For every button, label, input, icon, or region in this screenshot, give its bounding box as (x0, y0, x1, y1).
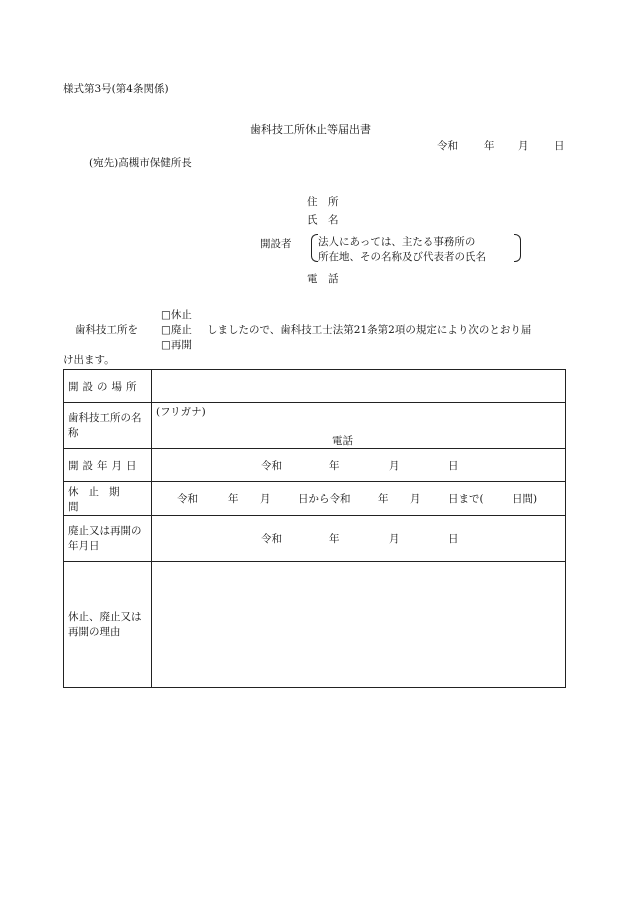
option-suspend[interactable]: □休止 (161, 309, 192, 321)
open-date-month: 月 (389, 460, 400, 472)
row-label-location: 開設の場所 (64, 370, 152, 403)
row-label-name (64, 403, 152, 449)
founder-label: 開設者 (260, 238, 292, 250)
declaration-subject: 歯科技工所を (75, 324, 138, 336)
table-row (64, 370, 566, 403)
open-date-year: 年 (329, 460, 340, 472)
declaration-continuation: け出ます。 (63, 354, 115, 366)
period-day-from: 日から令和 (298, 493, 351, 505)
document-title: 歯科技工所休止等届出書 (250, 123, 371, 136)
period-year-to: 年 (378, 493, 389, 505)
table-row (64, 403, 566, 449)
row-label-abolish-date (64, 516, 152, 562)
period-year-from: 年 (228, 493, 239, 505)
location-field[interactable] (152, 370, 566, 403)
row-label-name-text: 歯科技工所の名称 (68, 411, 142, 439)
abolish-date-field[interactable] (152, 516, 566, 562)
suspension-field[interactable] (152, 482, 566, 516)
date-month: 月 (518, 140, 529, 152)
abolish-date-era: 令和 (261, 533, 282, 545)
option-abolish[interactable]: □廃止 (161, 324, 192, 336)
reason-field[interactable] (152, 562, 566, 688)
table-row (64, 449, 566, 482)
bracket-close (514, 234, 521, 262)
date-era: 令和 (437, 140, 458, 152)
option-resume[interactable]: □再開 (161, 339, 192, 351)
row-label-open-date: 開設年月日 (64, 449, 152, 482)
bracket-open (311, 234, 318, 262)
table-row (64, 482, 566, 516)
declaration-text: しましたので、歯科技工士法第21条第2項の規定により次のとおり届 (207, 324, 532, 336)
founder-note-line2: 所在地、その名称及び代表者の氏名 (318, 251, 486, 263)
period-days: 日間) (512, 493, 538, 505)
addressee: (宛先)高槻市保健所長 (89, 157, 192, 169)
table-row (64, 562, 566, 688)
table-row (64, 516, 566, 562)
furigana-label: (フリガナ) (156, 406, 206, 418)
name-field[interactable] (152, 403, 566, 449)
name-label: 氏 名 (307, 214, 339, 226)
period-month-from: 月 (260, 493, 271, 505)
period-month-to: 月 (410, 493, 421, 505)
period-day-to: 日まで( (448, 493, 484, 505)
info-table (63, 369, 566, 688)
name-phone-label: 電話 (332, 435, 353, 447)
row-label-reason (64, 562, 152, 688)
open-date-era: 令和 (261, 460, 282, 472)
date-day: 日 (554, 140, 565, 152)
abolish-date-month: 月 (389, 533, 400, 545)
phone-label: 電 話 (307, 273, 339, 285)
row-label-reason-text: 休止、廃止又は再開の理由 (68, 610, 142, 638)
abolish-date-year: 年 (329, 533, 340, 545)
open-date-field[interactable] (152, 449, 566, 482)
period-era: 令和 (177, 493, 198, 505)
open-date-day: 日 (448, 460, 459, 472)
address-label: 住 所 (307, 196, 339, 208)
abolish-date-day: 日 (448, 533, 459, 545)
date-year: 年 (484, 140, 495, 152)
row-label-abolish-date-text: 廃止又は再開の年月日 (68, 524, 142, 552)
row-label-suspension: 休止期間 (64, 482, 152, 516)
form-number: 様式第3号(第4条関係) (63, 83, 169, 95)
founder-note-line1: 法人にあっては、主たる事務所の (318, 236, 476, 248)
